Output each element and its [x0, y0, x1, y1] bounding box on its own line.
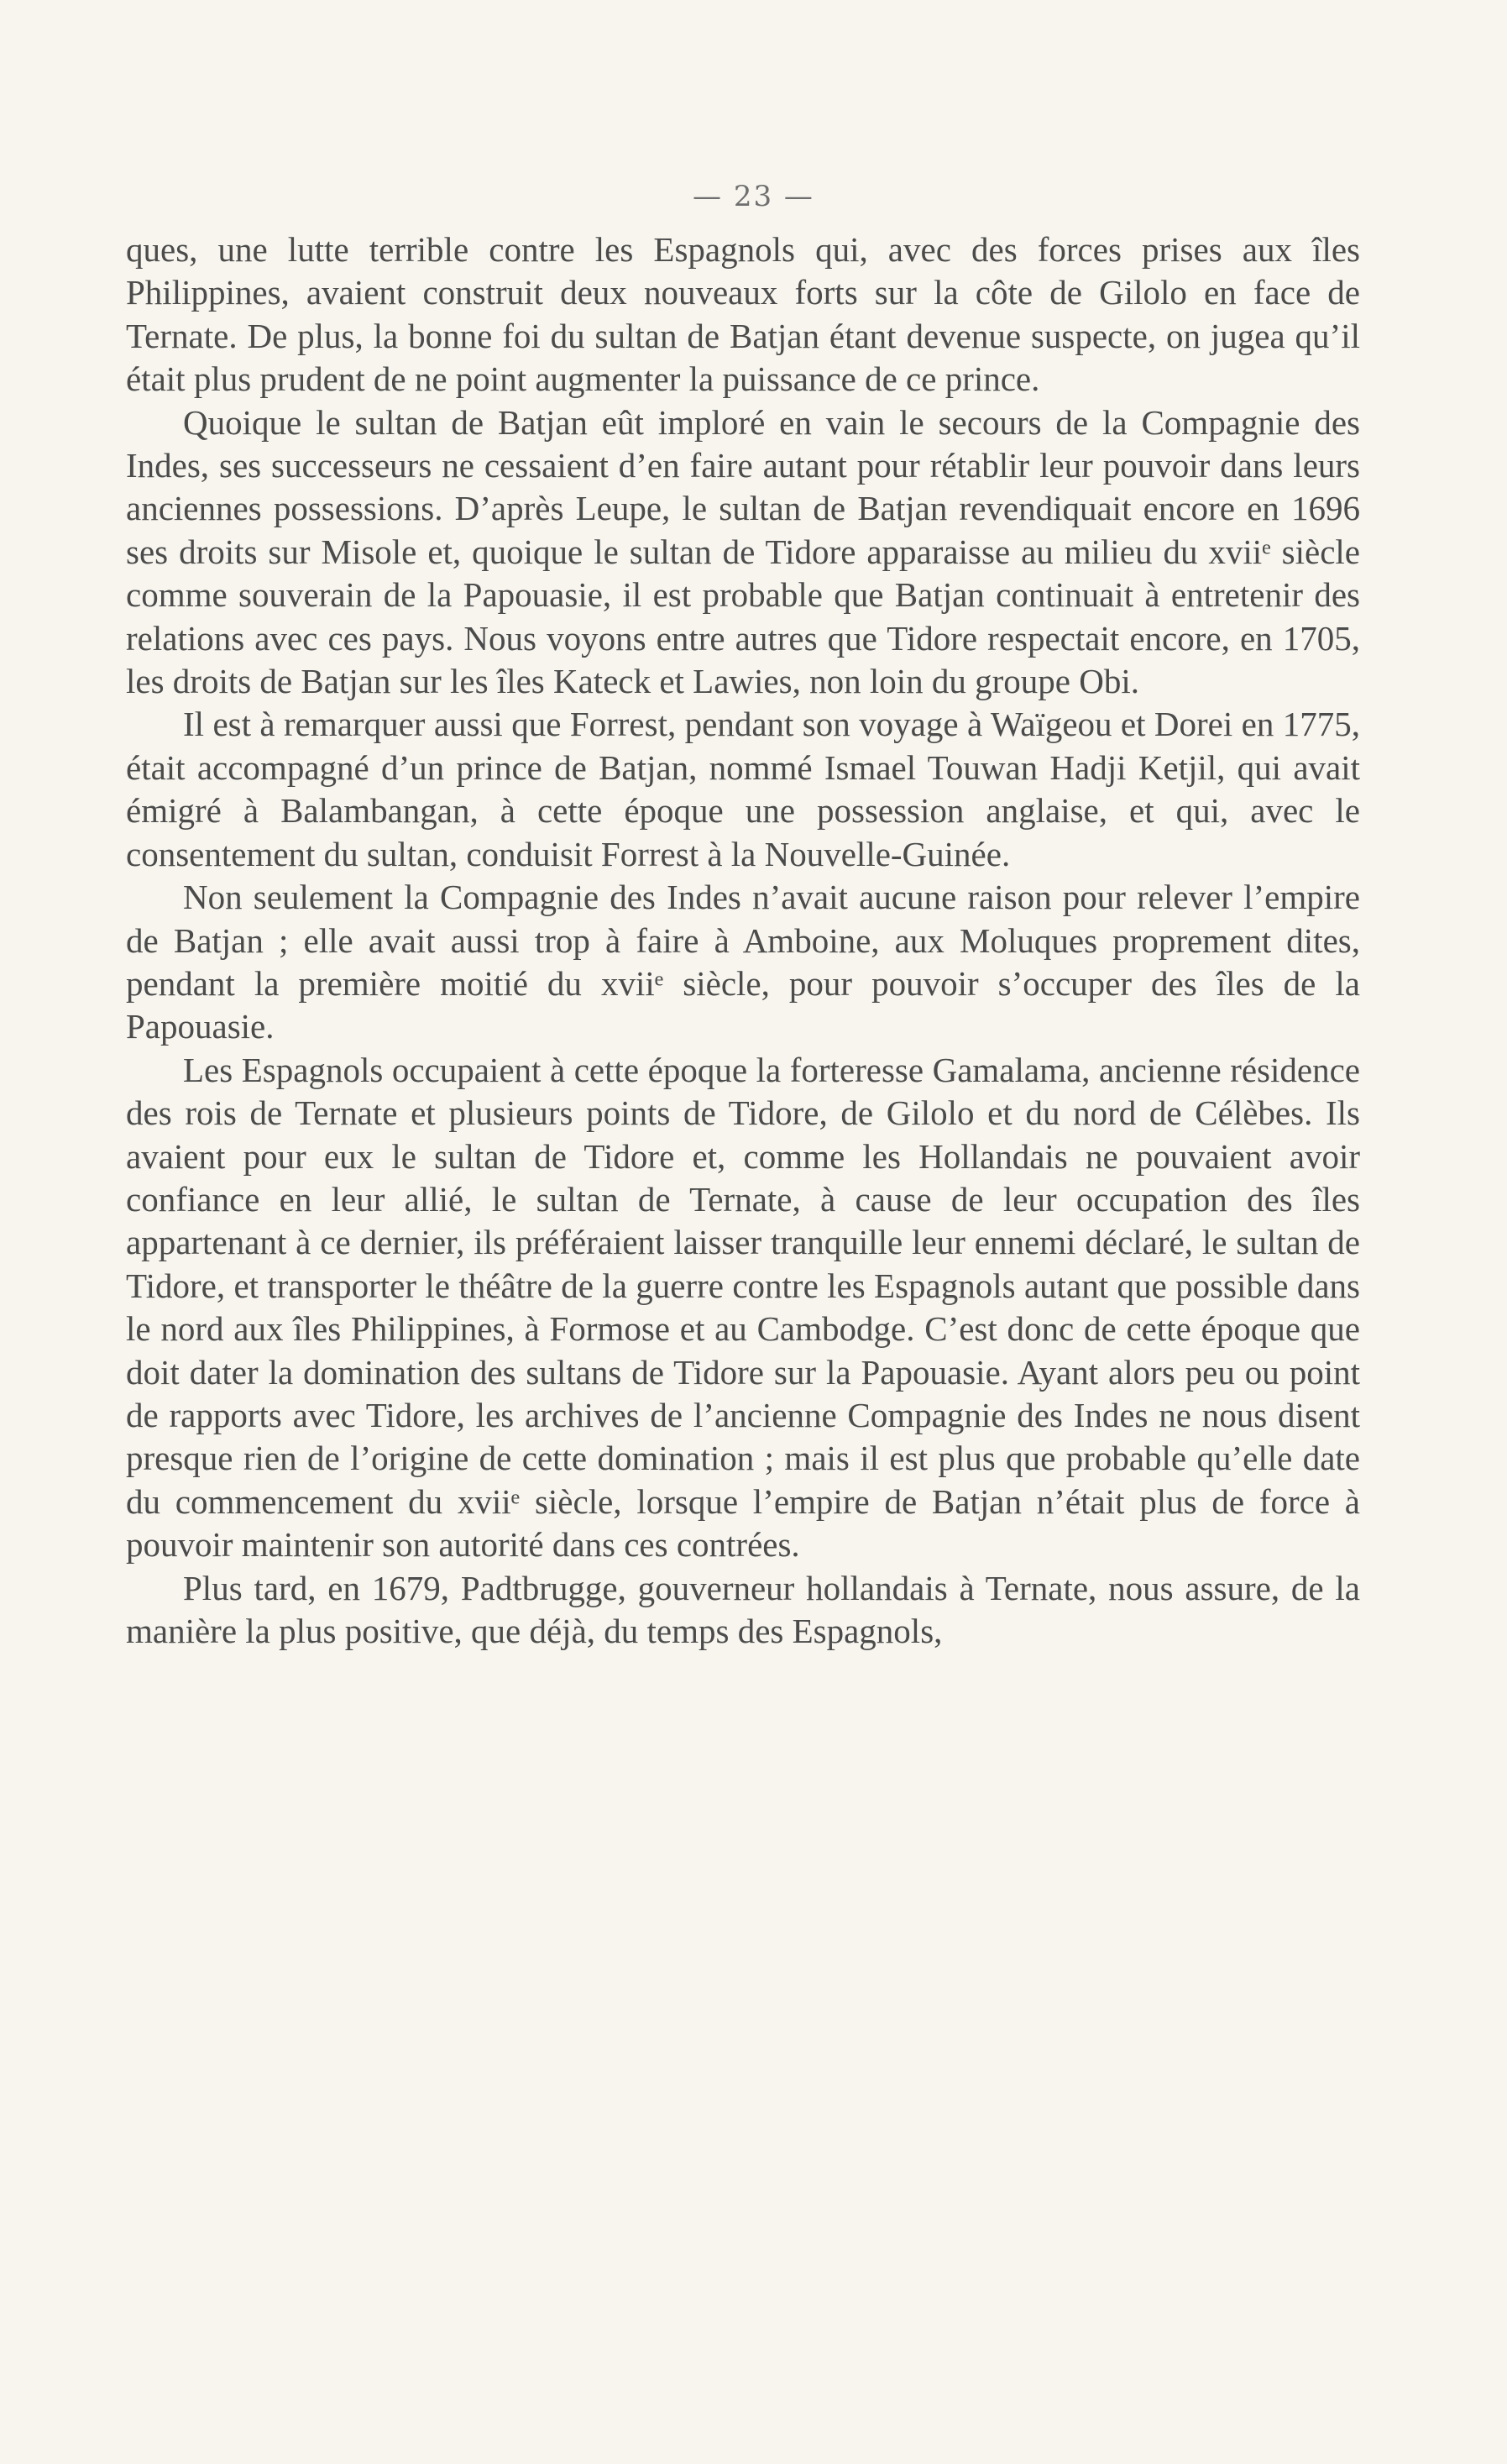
page-number: — 23 —: [693, 180, 814, 213]
body-text: [126, 228, 1360, 1653]
paragraph-3: Il est à remarquer aussi que Forrest, pendant son voyage à Waïgeou et Dorei en 1775, était accompagné d’un prince de Batjan, nommé Ismael Touwan Hadji Ketjil, qui avait émigré à Balambangan, à cette époque une possession anglaise, et qui, avec le consentement du sultan, conduisit Forrest à la Nouvelle-Guinée.: [126, 705, 1360, 873]
paragraph-2: Quoique le sultan de Batjan eût imploré en vain le secours de la Compagnie des Indes, ses successeurs ne cessaient d’en faire autant pour rétablir leur pouvoir dans leurs anciennes possessions. D’après Leupe, le sultan de Batjan revendiquait encore en 1696 ses droits sur Misole et, quoique le sultan de Tidore apparaisse au milieu du xviiᵉ siècle comme souverain de la Papouasie, il est probable que Batjan continuait à entretenir des relations avec ces pays. Nous voyons entre autres que Tidore respectait encore, en 1705, les droits de Batjan sur les îles Kateck et Lawies, non loin du groupe Obi.: [126, 402, 1360, 701]
paragraph-4: Non seulement la Compagnie des Indes n’avait aucune raison pour relever l’empire de Batjan ; elle avait aussi trop à faire à Amboine, aux Moluques proprement dites, pendant la première moitié du xviiᵉ siècle, pour pouvoir s’occuper des îles de la Papouasie.: [126, 878, 1360, 1046]
paragraph-6: Plus tard, en 1679, Padtbrugge, gouverneur hollandais à Ternate, nous assure, de la manière la plus positive, que déjà, du temps des Espagnols,: [126, 1568, 1360, 1650]
paragraph-5: Les Espagnols occupaient à cette époque la forteresse Gamalama, ancienne résidence des rois de Ternate et plusieurs points de Tidore, de Gilolo et du nord de Célèbes. Ils avaient pour eux le sultan de Tidore et, comme les Hollandais ne pouvaient avoir confiance en leur allié, le sultan de Ternate, à cause de leur occupation des îles appartenant à ce dernier, ils préféraient laisser tranquille leur ennemi déclaré, le sultan de Tidore, et transporter le théâtre de la guerre contre les Espagnols autant que possible dans le nord aux îles Philippines, à Formose et au Cambodge. C’est donc de cette époque que doit dater la domination des sultans de Tidore sur la Papouasie. Ayant alors peu ou point de rapports avec Tidore, les archives de l’ancienne Compagnie des Indes ne nous disent presque rien de l’origine de cette domination ; mais il est plus que probable qu’elle date du commencement du xviiᵉ siècle, lorsque l’empire de Batjan n’était plus de force à pouvoir maintenir son autorité dans ces contrées.: [126, 1050, 1360, 1565]
paragraph-1: ques, une lutte terrible contre les Espagnols qui, avec des forces prises aux îles Philippines, avaient construit deux nouveaux forts sur la côte de Gilolo en face de Ternate. De plus, la bonne foi du sultan de Batjan étant devenue suspecte, on jugea qu’il était plus prudent de ne point augmenter la puissance de ce prince.: [126, 230, 1360, 399]
